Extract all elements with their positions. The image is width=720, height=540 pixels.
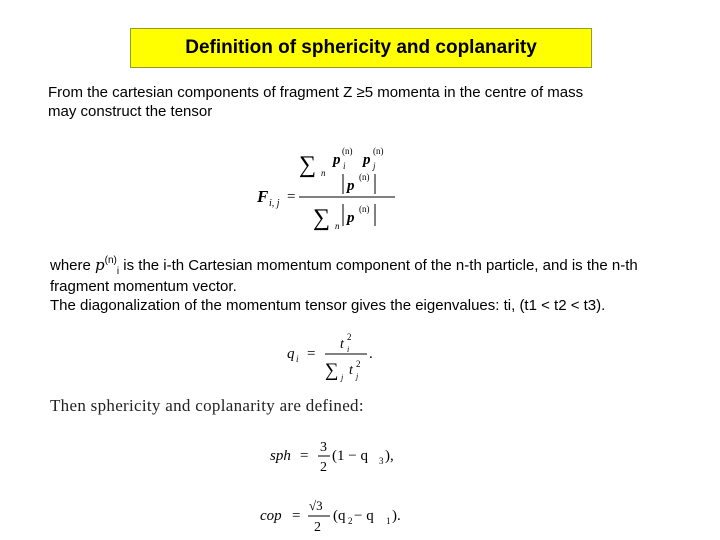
sph-end: ), — [385, 448, 394, 464]
num-sum: ∑ — [299, 152, 317, 178]
tensor-equation — [255, 140, 415, 232]
explanation-line3: The diagonalization of the momentum tensor gives the eigenvalues: ti, (t1 < t2 < t3). — [50, 297, 606, 314]
p-symbol: p — [95, 256, 105, 274]
cop-sub-b: 1 — [386, 516, 391, 526]
tensor-lhs-sub: i, j — [269, 198, 280, 209]
num-abs-sup: (n) — [359, 172, 370, 182]
num-p-i-sup: (n) — [342, 146, 353, 156]
q-den-sub: j — [356, 372, 359, 381]
den-abs-sup: (n) — [359, 204, 370, 214]
sph-equals: = — [300, 448, 309, 464]
q-equation — [285, 330, 395, 384]
explanation-part1: where — [50, 257, 96, 274]
q-den-t: t — [349, 363, 353, 378]
sph-num: 3 — [320, 440, 327, 455]
intro-paragraph: From the cartesian components of fragment Z ≥5 momenta in the centre of mass may construct the tensor — [48, 84, 584, 120]
num-p-i: p — [333, 152, 341, 168]
slide-title: Definition of sphericity and coplanarity — [130, 28, 592, 68]
q-num-t: t — [340, 337, 344, 352]
cop-minus: − q — [354, 508, 374, 524]
num-p-i-sub: i — [343, 161, 346, 171]
cop-equation — [258, 490, 418, 536]
den-abs-p: p — [347, 210, 355, 226]
cop-num: √3 — [309, 498, 323, 513]
sph-body-sub: 3 — [379, 456, 384, 466]
explanation-part2: is the i-th Cartesian momentum component of the n-th particle, and is the n-th fragment momentum vector. — [50, 257, 638, 295]
sph-equation — [268, 432, 408, 478]
num-p-j: p — [363, 152, 371, 168]
q-num-sub: i — [347, 345, 350, 354]
q-equals: = — [307, 346, 316, 362]
num-p-j-sup: (n) — [373, 146, 384, 156]
num-p-j-sub: j — [373, 161, 376, 171]
cop-end: ). — [392, 508, 401, 524]
q-lhs-sub: i — [296, 354, 299, 364]
explanation-paragraph — [50, 256, 670, 315]
sph-body: (1 − q — [332, 448, 368, 464]
sph-lhs: sph — [270, 448, 291, 464]
q-den-sum-sub: j — [341, 373, 344, 382]
den-sum-sub: n — [335, 221, 340, 231]
cop-equals: = — [292, 508, 301, 524]
cop-sub-a: 2 — [348, 516, 353, 526]
q-period: . — [369, 346, 373, 362]
p-sub: i — [116, 266, 120, 277]
q-num-sup: 2 — [347, 332, 352, 342]
cop-den: 2 — [314, 520, 321, 535]
den-sum: ∑ — [313, 205, 331, 231]
num-abs-p: p — [347, 178, 355, 194]
q-lhs: q — [287, 346, 295, 362]
p-sup: (n) — [104, 255, 117, 266]
tensor-lhs: F — [257, 187, 269, 206]
q-den-sup: 2 — [356, 359, 361, 369]
q-den-sum: ∑ — [325, 360, 339, 381]
sph-den: 2 — [320, 460, 327, 475]
definition-text: Then sphericity and coplanarity are defined: — [50, 396, 364, 415]
num-sum-sub: n — [321, 168, 326, 178]
cop-body: (q — [333, 508, 346, 524]
cop-lhs: cop — [260, 508, 282, 524]
tensor-equals: = — [287, 189, 296, 205]
